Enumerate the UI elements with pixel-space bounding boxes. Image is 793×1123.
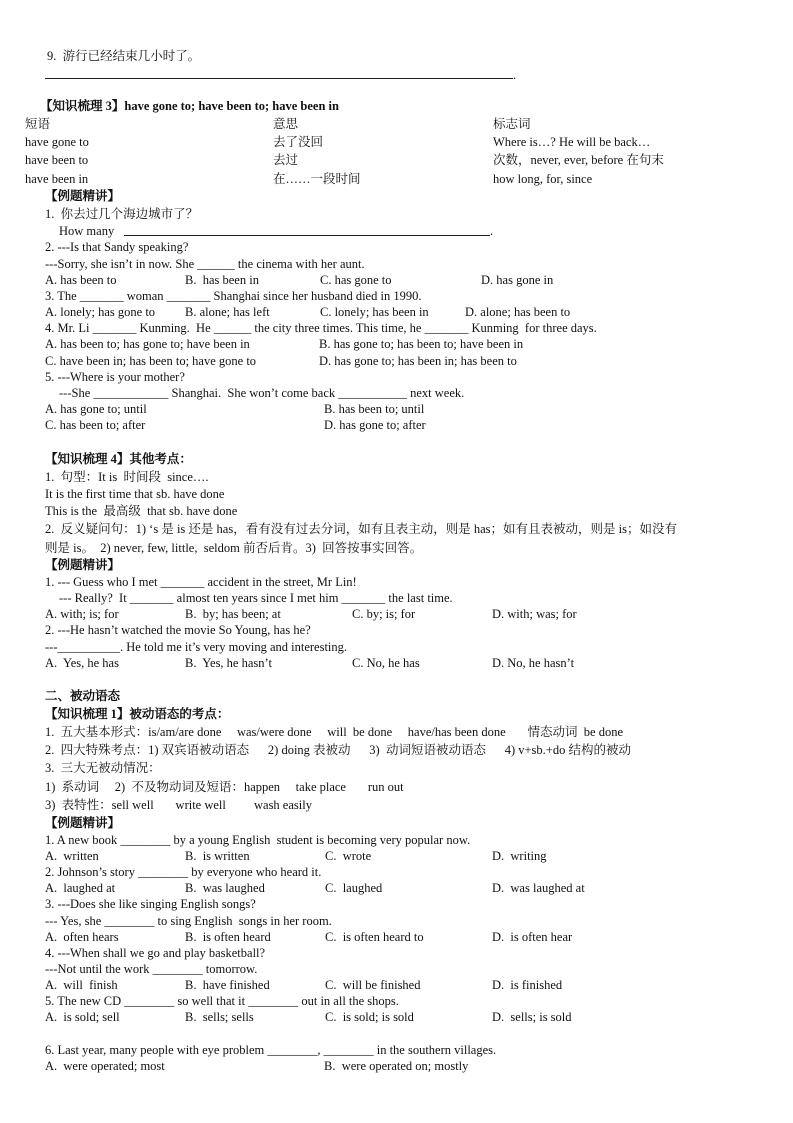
text-line-l074: 2. Johnson’s story ________ by everyone who heard it. — [45, 865, 322, 879]
text-line-l072: C. wrote — [325, 849, 372, 863]
text-line-l059: C. No, he has — [352, 656, 420, 670]
text-line-l026: 3. The _______ woman _______ Shanghai since her husband died in 1990. — [45, 289, 422, 303]
text-line-l007: have gone to — [25, 135, 89, 149]
text-line-l066: 1) 系动词 2) 不及物动词及短语：happen take place run out — [45, 780, 404, 794]
text-line-l096: 6. Last year, many people with eye problem ________, ________ in the southern villages. — [45, 1043, 497, 1057]
text-line-l005: 意思 — [273, 117, 299, 131]
text-line-l082: B. is often heard — [185, 930, 271, 944]
text-line-l081: A. often hears — [45, 930, 119, 944]
text-line-l049: 1. --- Guess who I met _______ accident in the street, Mr Lin! — [45, 575, 357, 589]
text-line-l065: 3. 三大无被动情况： — [45, 761, 161, 775]
text-line-l012: 次数，never, ever, before 在句末 — [493, 153, 664, 167]
text-line-l002: . — [513, 68, 517, 82]
text-line-l048: 【例题精讲】 — [45, 558, 121, 572]
text-line-l001: 9. 游行已经结束几小时了。 — [47, 49, 201, 63]
text-line-l018: How many — [59, 224, 115, 238]
text-line-l047: 则是 is。 2) never, few, little, seldom 前否后肯。3) 回答按事实回答。 — [45, 541, 423, 555]
text-line-l017: 1. 你去过几个海边城市了？ — [45, 207, 199, 221]
text-line-l019: . — [490, 224, 494, 238]
text-line-l011: 去过 — [273, 153, 299, 167]
text-line-l020: 2. ---Is that Sandy speaking? — [45, 240, 189, 254]
text-line-l063: 1. 五大基本形式：is/am/are done was/were done will be done have/has been done 情态动词 be done — [45, 725, 623, 739]
text-line-l057: A. Yes, he has — [45, 656, 119, 670]
text-line-l055: 2. ---He hasn’t watched the movie So Young, has he? — [45, 623, 311, 637]
text-line-l093: B. sells; sells — [185, 1010, 254, 1024]
text-line-l036: 5. ---Where is your mother? — [45, 370, 185, 384]
text-line-l027: A. lonely; has gone to — [45, 305, 156, 319]
text-line-l073: D. writing — [492, 849, 547, 863]
text-line-l098: B. were operated on; mostly — [324, 1059, 469, 1073]
text-line-l053: C. by; is; for — [352, 607, 416, 621]
text-line-l080: --- Yes, she ________ to sing English songs in her room. — [45, 914, 332, 928]
text-line-l043: 1. 句型：It is 时间段 since…. — [45, 470, 209, 484]
text-line-l035: D. has gone to; has been in; has been to — [319, 354, 517, 368]
text-line-l094: C. is sold; is sold — [325, 1010, 414, 1024]
text-line-l078: D. was laughed at — [492, 881, 585, 895]
text-line-l039: B. has been to; until — [324, 402, 425, 416]
text-line-l008: 去了没回 — [273, 135, 324, 149]
text-line-l004: 短语 — [25, 117, 51, 131]
text-line-l076: B. was laughed — [185, 881, 265, 895]
text-line-l021: ---Sorry, she isn’t in now. She ______ the cinema with her aunt. — [45, 257, 365, 271]
text-line-l046: 2. 反义疑问句：1) ‘s 是 is 还是 has，看有没有过去分词，如有且表主动，则是 has；如有且表被动，则是 is；如没有 — [45, 522, 677, 536]
text-line-l083: C. is often heard to — [325, 930, 424, 944]
text-line-l084: D. is often hear — [492, 930, 573, 944]
text-line-l068: 【例题精讲】 — [45, 816, 121, 830]
text-line-l022: A. has been to — [45, 273, 117, 287]
text-line-l085: 4. ---When shall we go and play basketball? — [45, 946, 266, 960]
text-line-l015: how long, for, since — [493, 172, 593, 186]
text-line-l034: C. have been in; has been to; have gone to — [45, 354, 257, 368]
text-line-l009: Where is…? He will be back… — [493, 135, 651, 149]
text-line-l088: B. have finished — [185, 978, 270, 992]
text-line-l090: D. is finished — [492, 978, 563, 992]
text-line-l032: A. has been to; has gone to; have been in — [45, 337, 250, 351]
text-line-l092: A. is sold; sell — [45, 1010, 120, 1024]
text-line-l077: C. laughed — [325, 881, 383, 895]
text-line-l003: 【知识梳理 3】have gone to; have been to; have been in — [40, 99, 339, 113]
text-line-l067: 3) 表特性：sell well write well wash easily — [45, 798, 312, 812]
text-line-l071: B. is written — [185, 849, 250, 863]
text-line-l013: have been in — [25, 172, 89, 186]
text-line-l010: have been to — [25, 153, 89, 167]
text-line-l079: 3. ---Does she like singing English songs? — [45, 897, 256, 911]
text-line-l025: D. has gone in — [481, 273, 554, 287]
text-line-l087: A. will finish — [45, 978, 118, 992]
text-line-l056: ---__________. He told me it’s very moving and interesting. — [45, 640, 348, 654]
text-line-l042: 【知识梳理 4】其他考点： — [45, 452, 192, 466]
text-line-l050: --- Really? It _______ almost ten years since I met him _______ the last time. — [59, 591, 453, 605]
text-line-l054: D. with; was; for — [492, 607, 577, 621]
text-line-l023: B. has been in — [185, 273, 259, 287]
text-line-l070: A. written — [45, 849, 99, 863]
text-line-l075: A. laughed at — [45, 881, 116, 895]
text-line-l051: A. with; is; for — [45, 607, 119, 621]
text-line-l058: B. Yes, he hasn’t — [185, 656, 272, 670]
text-line-l033: B. has gone to; has been to; have been in — [319, 337, 524, 351]
text-line-l062: 【知识梳理 1】被动语态的考点： — [45, 707, 230, 721]
text-line-l069: 1. A new book ________ by a young English student is becoming very popular now. — [45, 833, 471, 847]
text-line-l041: D. has gone to; after — [324, 418, 426, 432]
text-line-l029: C. lonely; has been in — [320, 305, 429, 319]
text-line-l044: It is the first time that sb. have done — [45, 487, 225, 501]
text-line-l040: C. has been to; after — [45, 418, 146, 432]
text-line-l038: A. has gone to; until — [45, 402, 147, 416]
text-line-l031: 4. Mr. Li _______ Kunming. He ______ the city three times. This time, he _______ Kunming for three days. — [45, 321, 597, 335]
text-line-l086: ---Not until the work ________ tomorrow. — [45, 962, 258, 976]
text-line-l030: D. alone; has been to — [465, 305, 571, 319]
text-line-l089: C. will be finished — [325, 978, 421, 992]
text-line-l016: 【例题精讲】 — [45, 189, 121, 203]
answer-line-how-many — [124, 235, 490, 236]
text-line-l097: A. were operated; most — [45, 1059, 165, 1073]
text-line-l060: D. No, he hasn’t — [492, 656, 575, 670]
text-line-l014: 在……一段时间 — [273, 172, 361, 186]
text-line-l064: 2. 四大特殊考点：1) 双宾语被动语态 2) doing 表被动 3) 动词短语被动语态 4) v+sb.+do 结构的被动 — [45, 743, 631, 757]
text-line-l024: C. has gone to — [320, 273, 392, 287]
text-line-l006: 标志词 — [493, 117, 531, 131]
answer-line-q9 — [45, 78, 513, 79]
text-line-l052: B. by; has been; at — [185, 607, 281, 621]
text-line-l061: 二、被动语态 — [45, 689, 121, 703]
text-line-l028: B. alone; has left — [185, 305, 270, 319]
text-line-l091: 5. The new CD ________ so well that it ________ out in all the shops. — [45, 994, 399, 1008]
text-line-l095: D. sells; is sold — [492, 1010, 572, 1024]
text-line-l045: This is the 最高级 that sb. have done — [45, 504, 238, 518]
text-line-l037: ---She ____________ Shanghai. She won’t come back ___________ next week. — [59, 386, 465, 400]
